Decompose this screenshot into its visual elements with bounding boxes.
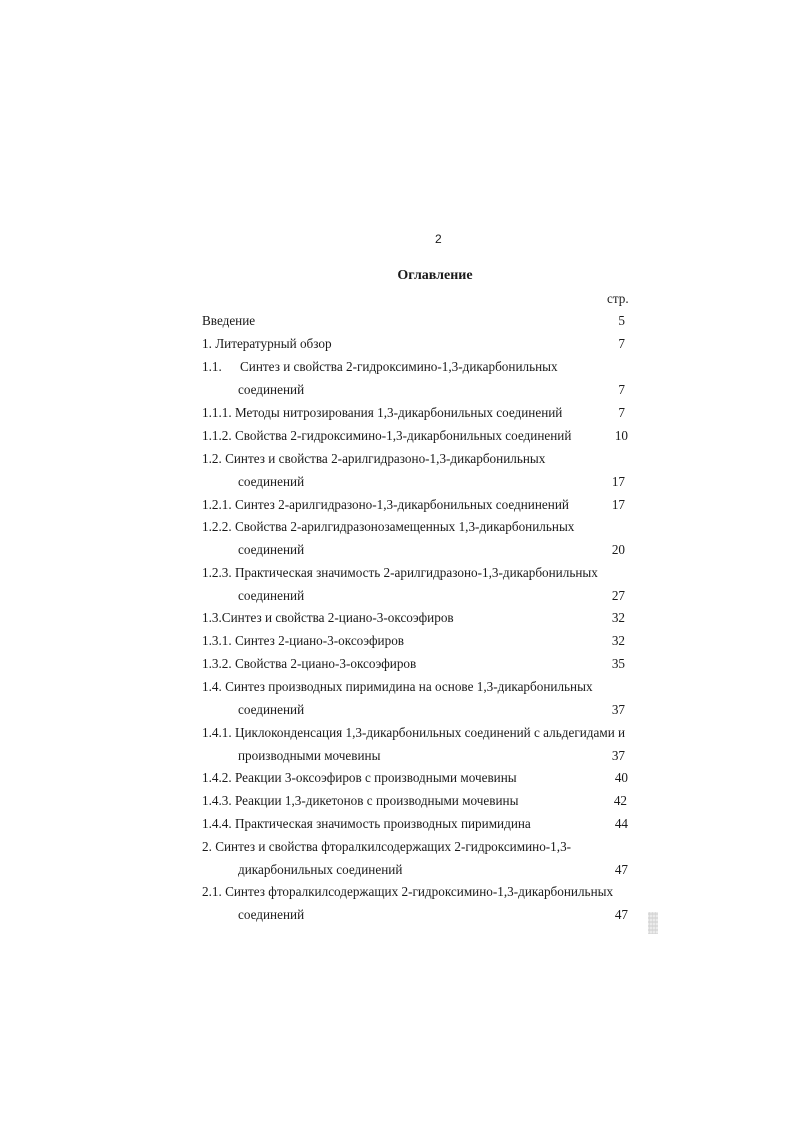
toc-entry-continuation: соединений: [238, 907, 305, 922]
toc-entry-continuation: соединений: [238, 382, 305, 397]
toc-title: Оглавление: [397, 268, 473, 283]
toc-entry-page: 20: [611, 542, 625, 557]
toc-entry-text: Введение: [202, 313, 256, 328]
toc-entry-page: 42: [613, 793, 627, 808]
toc-entry-continuation: производными мочевины: [238, 748, 381, 763]
toc-entry-continuation: соединений: [238, 474, 305, 489]
toc-entry-continuation: соединений: [238, 702, 305, 717]
toc-entry-page: 37: [611, 702, 625, 717]
toc-entry-page: 7: [618, 405, 625, 420]
toc-entry-text: Синтез и свойства 2-гидроксимино-1,3-дикарбонильных: [240, 359, 558, 374]
toc-entry-text: 1.2.2. Свойства 2-арилгидразонозамещенных 1,3-дикарбонильных: [202, 519, 575, 534]
toc-entry-text: 1.4.4. Практическая значимость производных пиримидина: [202, 816, 531, 831]
toc-entry-text: 1.3.2. Свойства 2-циано-3-оксоэфиров: [202, 656, 417, 671]
toc-entry-page: 7: [618, 336, 625, 351]
toc-entry-continuation: соединений: [238, 542, 305, 557]
toc-entry-page: 32: [611, 633, 625, 648]
toc-entry-page: 17: [611, 474, 625, 489]
toc-entry-page: 17: [611, 497, 625, 512]
toc-entry-label: 1.1.: [202, 359, 222, 374]
toc-entry-text: 1.3.1. Синтез 2-циано-3-оксоэфиров: [202, 633, 405, 648]
toc-entry-page: 32: [611, 610, 625, 625]
toc-entry-text: 1. Литературный обзор: [202, 336, 332, 351]
toc-entry-text: 1.4. Синтез производных пиримидина на основе 1,3-дикарбонильных: [202, 679, 593, 694]
toc-entry-text: 1.2.1. Синтез 2-арилгидразоно-1,3-дикарбонильных соеднинений: [202, 497, 569, 512]
toc-entry-text: 1.2.3. Практическая значимость 2-арилгидразоно-1,3-дикарбонильных: [202, 565, 598, 580]
toc-entry-text: 1.4.1. Циклоконденсация 1,3-дикарбонильных соединений с альдегидами и: [202, 725, 626, 740]
toc-entry-text: 2. Синтез и свойства фторалкилсодержащих 2-гидроксимино-1,3-: [202, 839, 572, 854]
toc-entry-continuation: соединений: [238, 588, 305, 603]
toc-entry-page: 5: [618, 313, 625, 328]
toc-entry-text: 1.4.2. Реакции 3-оксоэфиров с производными мочевины: [202, 770, 517, 785]
scan-artifact: [648, 912, 658, 934]
toc-entry-continuation: дикарбонильных соединений: [238, 862, 403, 877]
page-column-label: стр.: [607, 291, 629, 306]
toc-entry-text: 1.1.1. Методы нитрозирования 1,3-дикарбонильных соединений: [202, 405, 563, 420]
toc-entry-page: 40: [614, 770, 628, 785]
toc-entry-page: 10: [614, 428, 628, 443]
toc-entry-page: 47: [614, 862, 628, 877]
toc-entry-text: 1.3.Синтез и свойства 2-циано-3-оксоэфиров: [202, 610, 454, 625]
toc-entry-page: 27: [611, 588, 625, 603]
toc-entry-text: 1.1.2. Свойства 2-гидроксимино-1,3-дикарбонильных соединений: [202, 428, 572, 443]
page-number: 2: [435, 232, 442, 246]
toc-entry-page: 35: [611, 656, 625, 671]
toc-entry-text: 1.2. Синтез и свойства 2-арилгидразоно-1,3-дикарбонильных: [202, 451, 546, 466]
toc-entry-text: 2.1. Синтез фторалкилсодержащих 2-гидроксимино-1,3-дикарбонильных: [202, 884, 614, 899]
toc-entry-text: 1.4.3. Реакции 1,3-дикетонов с производными мочевины: [202, 793, 519, 808]
toc-entry: [202, 359, 558, 375]
toc-entry-page: 37: [611, 748, 625, 763]
toc-entry-page: 7: [618, 382, 625, 397]
toc-entry-page: 47: [614, 907, 628, 922]
toc-entry-page: 44: [614, 816, 628, 831]
